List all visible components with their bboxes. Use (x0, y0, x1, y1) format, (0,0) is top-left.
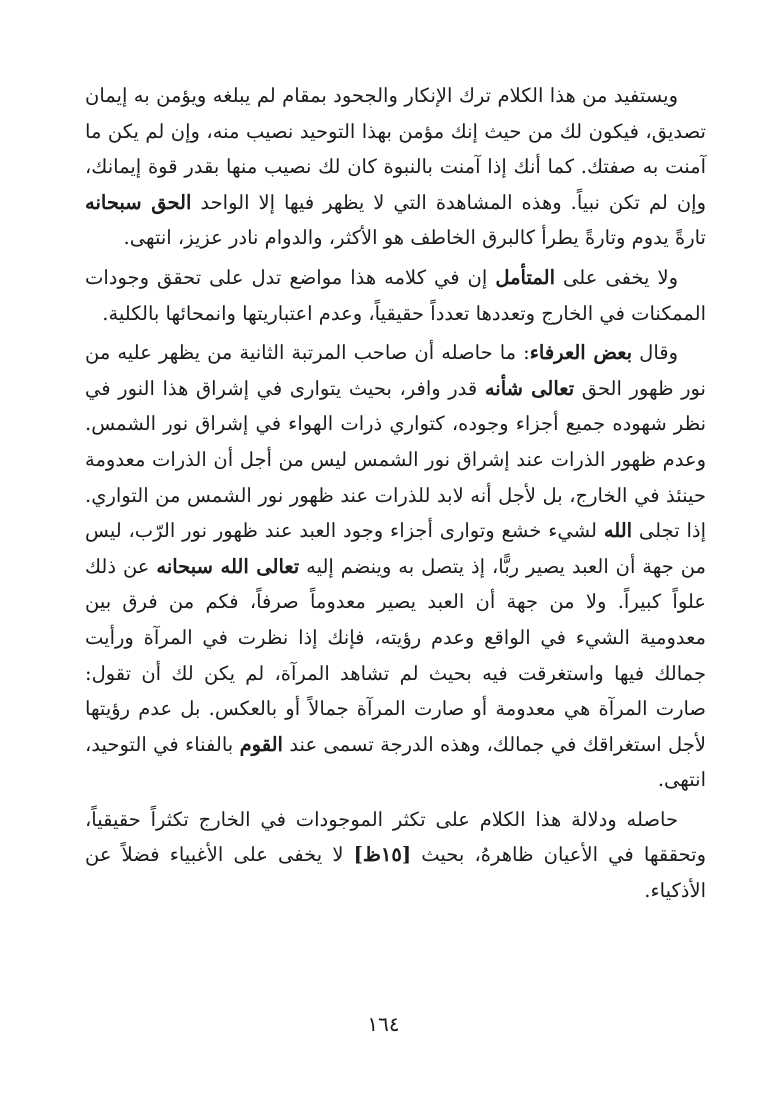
bold-term: الحق سبحانه (85, 190, 192, 214)
text-segment: : ما حاصله أن صاحب المرتبة الثانية من يظهر عليه من نور ظهور الحق (85, 341, 706, 400)
text-segment: لا يخفى على الأغبياء فضلاً عن الأذكياء. (85, 843, 706, 903)
text-segment: تارةً يدوم وتارةً يطرأ كالبرق الخاطف هو الأكثر، والدوام نادر عزيز، انتهى. (123, 226, 706, 250)
bold-term: تعالى شأنه (484, 376, 575, 400)
text-segment: بالفناء في التوحيد، انتهى. (85, 732, 706, 792)
page-number: ١٦٤ (367, 1012, 400, 1036)
text-segment: إن في كلامه هذا مواضع تدل على تحقق وجودات الممكنات في الخارج وتعددها تعدداً حقيقياً، وعدم اعتباريتها وانمحائها بالكلية. (85, 265, 706, 325)
paragraph (85, 335, 706, 798)
text-segment: قدر وافر، بحيث يتوارى في إشراق هذا النور في نظر شهوده جميع أجزاء وجوده، كتواري ذرات الهواء في إشراق نور الشمس. وعدم ظهور الذرات عند إشراق نور الشمس ليس من أجل أن الذرات معدومة حينئذ في الخارج، بل لأجل أنه لابد للذرات عند ظهور نور الشمس من التواري. إذا تجلى (85, 376, 706, 543)
bold-term: الله (603, 519, 633, 543)
paragraph (85, 802, 706, 909)
text-segment: وقال (632, 341, 679, 365)
text-segment: ولا يخفى على (554, 265, 679, 289)
bold-term: المتأمل (495, 265, 555, 289)
page-body (85, 78, 706, 913)
bold-term: تعالى الله سبحانه (156, 554, 300, 578)
paragraph (85, 78, 706, 256)
text-segment: ويستفيد من هذا الكلام ترك الإنكار والجحود بمقام لم يبلغه ويؤمن به إيمان تصديق، فيكون لك من حيث إنك مؤمن بهذا التوحيد نصيب منه، وإن لم يكن ما آمنت به صفتك. كما أنك إذا آمنت بالنبوة كان لك نصيب منها بقدر قوة إيمانك، وإن لم تكن نبياً. وهذه المشاهدة التي لا يظهر فيها إلا الواحد (85, 84, 706, 214)
text-segment: عن ذلك علواً كبيراً. ولا من جهة أن العبد يصير معدوماً صرفاً، فكم من فرق بين معدومية الشيء في الواقع وعدم رؤيته، فإنك إذا نظرت في المرآة ورأيت جمالك فيها واستغرقت فيه بحيث لم تشاهد المرآة، لم يكن لك أن تقول: صارت المرآة هي معدومة أو صارت المرآة جمالاً أو بالعكس. بل عدم رؤيتها لأجل استغراقك في جمالك، وهذه الدرجة تسمى عند (85, 554, 706, 756)
text-segment: حاصله ودلالة هذا الكلام على تكثر الموجودات في الخارج تكثراً حقيقياً، وتحققها في الأعيان ظاهرهُ، بحيث (85, 807, 707, 867)
bold-term: القوم (239, 732, 283, 756)
bold-term: بعض العرفاء (529, 341, 633, 365)
paragraph (85, 260, 706, 331)
folio-marker: [١٥ظ] (353, 843, 412, 867)
text-segment: لشيء خشع وتوارى أجزاء وجود العبد عند ظهور نور الرّب، ليس من جهة أن العبد يصير ربًّا، إذ يتصل به وينضم إليه (85, 519, 706, 578)
